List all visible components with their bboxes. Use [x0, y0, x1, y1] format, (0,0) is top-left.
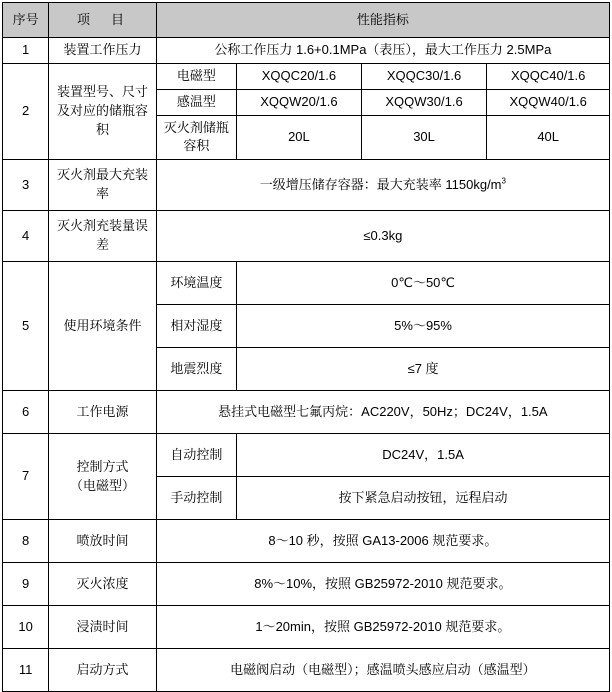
row-value: XQQC40/1.6 [487, 63, 610, 89]
row-number: 10 [3, 606, 49, 649]
row-item-label: 使用环境条件 [49, 262, 157, 391]
table-row [3, 520, 610, 563]
table-row [3, 606, 610, 649]
row-value: XQQW40/1.6 [487, 89, 610, 115]
table-row [3, 38, 610, 64]
row-value: 悬挂式电磁型七氟丙烷：AC220V，50Hz；DC24V，1.5A [156, 391, 609, 434]
row-value: 8%～10%，按照 GB25972-2010 规范要求。 [156, 563, 609, 606]
row-value [156, 160, 609, 211]
row-value: XQQC30/1.6 [361, 63, 487, 89]
row-value: ≤7 度 [237, 348, 610, 391]
row-item-label-line2: （电磁型） [69, 477, 135, 493]
row-value: 20L [237, 115, 362, 160]
table-row [3, 160, 610, 211]
row-item-label: 启动方式 [49, 649, 157, 692]
subrow-label: 自动控制 [156, 434, 236, 477]
cubic-superscript: 3 [501, 176, 506, 186]
row-item-label-line1: 控制方式 [76, 458, 129, 474]
row-value: 40L [487, 115, 610, 160]
row-number: 4 [3, 211, 49, 262]
row-value: 1～20min，按照 GB25972-2010 规范要求。 [156, 606, 609, 649]
table-header-row [3, 3, 610, 38]
row-item-label: 灭火剂最大充装率 [49, 160, 157, 211]
row-number: 6 [3, 391, 49, 434]
row-number: 7 [3, 434, 49, 520]
table-row [3, 63, 610, 89]
specification-table [2, 2, 610, 692]
row-value: XQQC20/1.6 [237, 63, 362, 89]
header-spec: 性能指标 [156, 3, 609, 38]
table-row [3, 649, 610, 692]
header-seq: 序号 [3, 3, 49, 38]
row-number: 2 [3, 63, 49, 159]
row-value: XQQW30/1.6 [361, 89, 487, 115]
header-item: 项 目 [49, 3, 157, 38]
row-item-label: 灭火剂充装量误差 [49, 211, 157, 262]
row-number: 9 [3, 563, 49, 606]
row-item-label: 浸渍时间 [49, 606, 157, 649]
subrow-label: 灭火剂储瓶容积 [156, 115, 236, 160]
row-item-label: 灭火浓度 [49, 563, 157, 606]
row-value: ≤0.3kg [156, 211, 609, 262]
row-number: 3 [3, 160, 49, 211]
subrow-label: 地震烈度 [156, 348, 236, 391]
row-number: 11 [3, 649, 49, 692]
row-item-label: 装置型号、尺寸及对应的储瓶容积 [49, 63, 157, 159]
row-item-label: 喷放时间 [49, 520, 157, 563]
row-number: 8 [3, 520, 49, 563]
row-value: XQQW20/1.6 [237, 89, 362, 115]
row-value-text: 一级增压储存容器：最大充装率 1150kg/m [259, 176, 502, 192]
row-value: 电磁阀启动（电磁型）；感温喷头感应启动（感温型） [156, 649, 609, 692]
subrow-label: 环境温度 [156, 262, 236, 305]
row-number: 1 [3, 38, 49, 64]
row-value: 0℃～50℃ [237, 262, 610, 305]
row-value: DC24V，1.5A [237, 434, 610, 477]
row-value: 公称工作压力 1.6+0.1MPa（表压），最大工作压力 2.5MPa [156, 38, 609, 64]
row-value: 按下紧急启动按钮，远程启动 [237, 477, 610, 520]
row-number: 5 [3, 262, 49, 391]
row-item-label: 装置工作压力 [49, 38, 157, 64]
table-row [3, 563, 610, 606]
row-value: 30L [361, 115, 487, 160]
row-item-label: 工作电源 [49, 391, 157, 434]
subrow-label: 相对湿度 [156, 305, 236, 348]
table-row [3, 262, 610, 305]
subrow-label: 电磁型 [156, 63, 236, 89]
subrow-label: 感温型 [156, 89, 236, 115]
subrow-label: 手动控制 [156, 477, 236, 520]
row-value: 8～10 秒，按照 GA13-2006 规范要求。 [156, 520, 609, 563]
row-value: 5%～95% [237, 305, 610, 348]
table-row [3, 211, 610, 262]
table-row [3, 391, 610, 434]
row-item-label [49, 434, 157, 520]
table-row [3, 434, 610, 477]
